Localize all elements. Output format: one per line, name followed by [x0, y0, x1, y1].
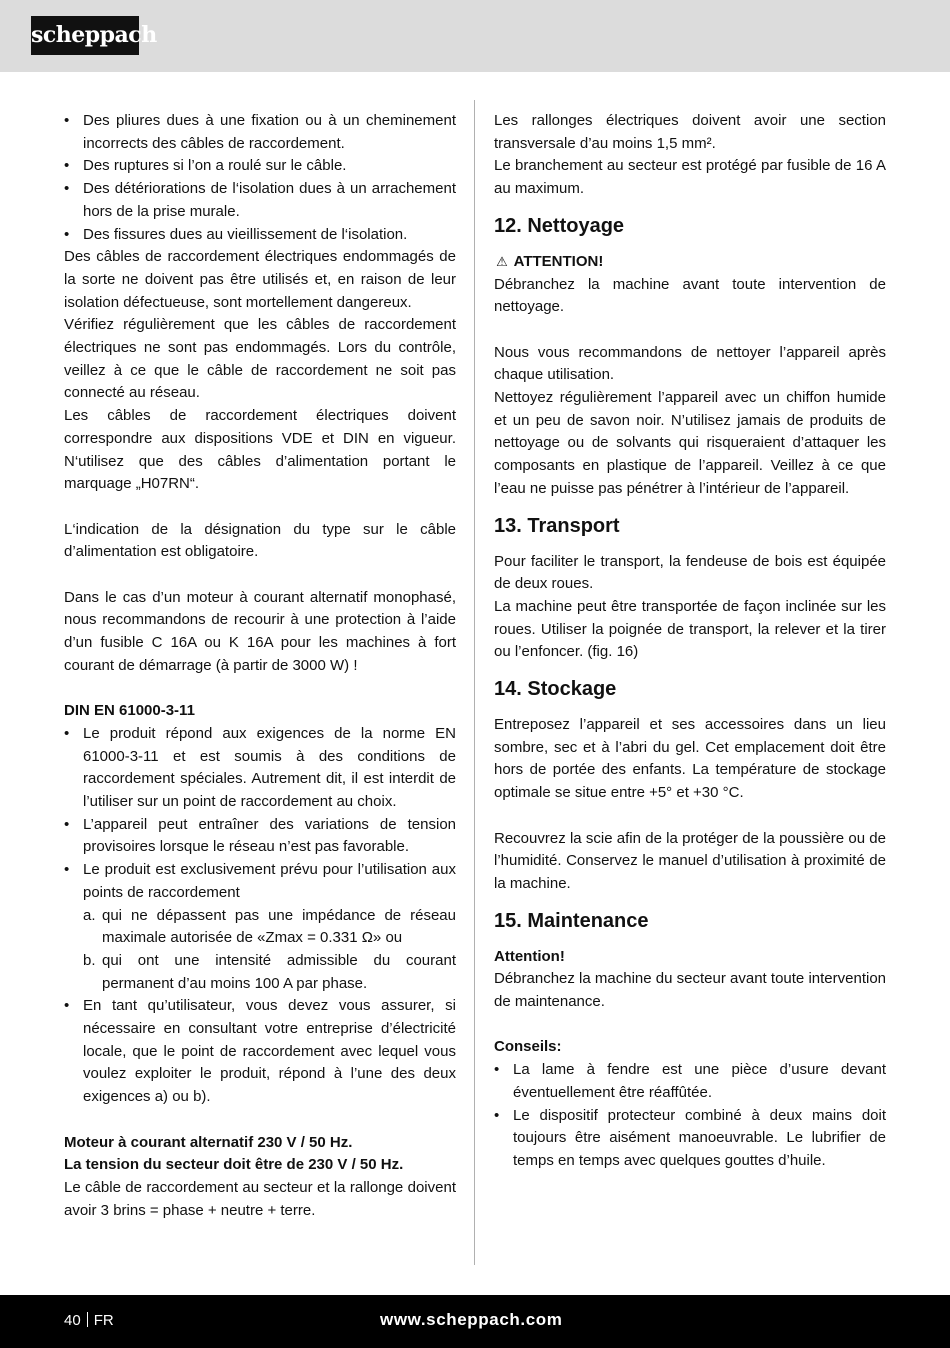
din-requirements-list-cont — [64, 995, 456, 1109]
brand-logo: scheppach — [31, 16, 139, 55]
header-bar — [0, 0, 950, 72]
section-title-cleaning: 12. Nettoyage — [494, 214, 625, 237]
paragraph: Les rallonges électriques doivent avoir une section transversale d’au moins 1,5 mm². — [494, 112, 886, 152]
tips-list — [494, 1059, 886, 1173]
list-item: • Le produit est exclusivement prévu pour l’utilisation aux points de raccordement — [64, 859, 456, 904]
page-number: 40 — [64, 1312, 81, 1329]
sub-item-marker: a. — [83, 906, 96, 924]
paragraph: Les câbles de raccordement électriques doivent correspondre aux dispositions VDE et DIN en vigueur. N‘utilisez que des câbles d’alimentation portant le marquage „H07RN“. — [64, 407, 456, 493]
motor-spec: Moteur à courant alternatif 230 V / 50 Hz. — [64, 1133, 353, 1151]
sub-list-item — [64, 950, 456, 995]
list-item: • Le produit répond aux exigences de la norme EN 61000-3-11 et est soumis à des conditions de raccordement spéciales. Autrement dit, il est interdit de l’utiliser sur un point de raccordement au choix. — [64, 723, 456, 814]
paragraph: Vérifiez régulièrement que les câbles de raccordement électriques ne sont pas endommagés. Lors du contrôle, veillez à ce que le câble de raccordement ne soit pas connecté au réseau. — [64, 316, 456, 402]
language-code: FR — [93, 1312, 114, 1329]
list-item: • Des ruptures si l’on a roulé sur le câble. — [64, 155, 456, 178]
attention-label: Attention! — [494, 947, 565, 965]
list-item: • En tant qu’utilisateur, vous devez vous assurer, si nécessaire en consultant votre entreprise d’électricité locale, que le point de raccordement avec lequel vous voulez exploiter le produit, répond à l’une des deux exigences a) ou b). — [64, 995, 456, 1109]
list-item: • La lame à fendre est une pièce d’usure devant éventuellement être réaffûtée. — [494, 1059, 886, 1104]
paragraph: Recouvrez la scie afin de la protéger de la poussière ou de l’humidité. Conservez le manuel d’utilisation à proximité de la machine. — [494, 829, 886, 892]
website-url: www.scheppach.com — [380, 1310, 563, 1329]
tips-label: Conseils: — [494, 1038, 562, 1056]
paragraph: Débranchez la machine du secteur avant toute intervention de maintenance. — [494, 970, 886, 1011]
paragraph: La machine peut être transportée de façon inclinée sur les roues. Utiliser la poignée de transport, la relever et la tirer ou l’enfoncer. (fig. 16) — [494, 597, 886, 661]
sub-list-item — [64, 905, 456, 950]
warning-label — [494, 251, 886, 274]
list-item: • Des pliures dues à une fixation ou à un cheminement incorrects des câbles de raccordement. — [64, 110, 456, 155]
list-item: • Des fissures dues au vieillissement de l‘isolation. — [64, 224, 456, 247]
paragraph: Nous vous recommandons de nettoyer l’appareil après chaque utilisation. — [494, 343, 886, 384]
section-title-maintenance: 15. Maintenance — [494, 909, 649, 932]
din-heading: DIN EN 61000-3-11 — [64, 702, 195, 720]
paragraph: Le câble de raccordement au secteur et la rallonge doivent avoir 3 brins = phase + neutre + terre. — [64, 1178, 456, 1219]
warning-text: ATTENTION! — [513, 252, 604, 270]
paragraph: Des câbles de raccordement électriques endommagés de la sorte ne doivent pas être utilisés et, en raison de leur isolation défectueuse, sont mortellement dangereux. — [64, 248, 456, 311]
list-item: • Des détériorations de l‘isolation dues à un arrachement hors de la prise murale. — [64, 178, 456, 223]
right-column — [494, 110, 886, 1173]
page-indicator — [64, 1311, 114, 1331]
paragraph: Le branchement au secteur est protégé par fusible de 16 A au maximum. — [494, 157, 886, 198]
footer-bar — [0, 1295, 950, 1348]
left-column — [64, 110, 456, 1222]
paragraph: Entreposez l’appareil et ses accessoires dans un lieu sombre, sec et à l’abri du gel. Cet emplacement doit être hors de portée des enfants. La température de stockage optimale se situe entre +5° et +30 °C. — [494, 716, 886, 802]
paragraph: Nettoyez régulièrement l’appareil avec un chiffon humide et un peu de savon noir. N’utilisez jamais de produits de nettoyage ou de solvants qui risqueraient d’attaquer les composants en plastique de l’appareil. Veillez à ce que l’eau ne puisse pas pénétrer à l’intérieur de l’appareil. — [494, 389, 886, 497]
separator — [87, 1312, 88, 1327]
din-requirements-list — [64, 723, 456, 905]
paragraph: L‘indication de la désignation du type sur le câble d’alimentation est obligatoire. — [64, 520, 456, 561]
sub-item-marker: b. — [83, 951, 96, 969]
sub-item-text: qui ont une intensité admissible du courant permanent d’au moins 100 A par phase. — [102, 951, 456, 992]
list-item: • L’appareil peut entraîner des variations de tension provisoires lorsque le réseau n’est pas favorable. — [64, 814, 456, 859]
voltage-spec: La tension du secteur doit être de 230 V / 50 Hz. — [64, 1156, 404, 1174]
paragraph: Pour faciliter le transport, la fendeuse de bois est équipée de deux roues. — [494, 552, 886, 593]
section-title-transport: 13. Transport — [494, 514, 620, 537]
sub-item-text: qui ne dépassent pas une impédance de réseau maximale autorisée de «Zmax = 0.331 Ω» ou — [102, 906, 456, 947]
warning-triangle-icon: ⚠ — [496, 253, 508, 269]
section-title-storage: 14. Stockage — [494, 678, 617, 701]
column-divider — [474, 100, 475, 1265]
cable-damage-list — [64, 110, 456, 246]
list-item: • Le dispositif protecteur combiné à deux mains doit toujours être aisément manoeuvrable. Le lubrifier de temps en temps avec quelques gouttes d’huile. — [494, 1105, 886, 1173]
paragraph: Débranchez la machine avant toute intervention de nettoyage. — [494, 275, 886, 316]
paragraph: Dans le cas d’un moteur à courant alternatif monophasé, nous recommandons de recourir à une protection à l’aide d’un fusible C 16A ou K 16A pour les machines à fort courant de démarrage (à partir de 3000 W) ! — [64, 588, 456, 674]
